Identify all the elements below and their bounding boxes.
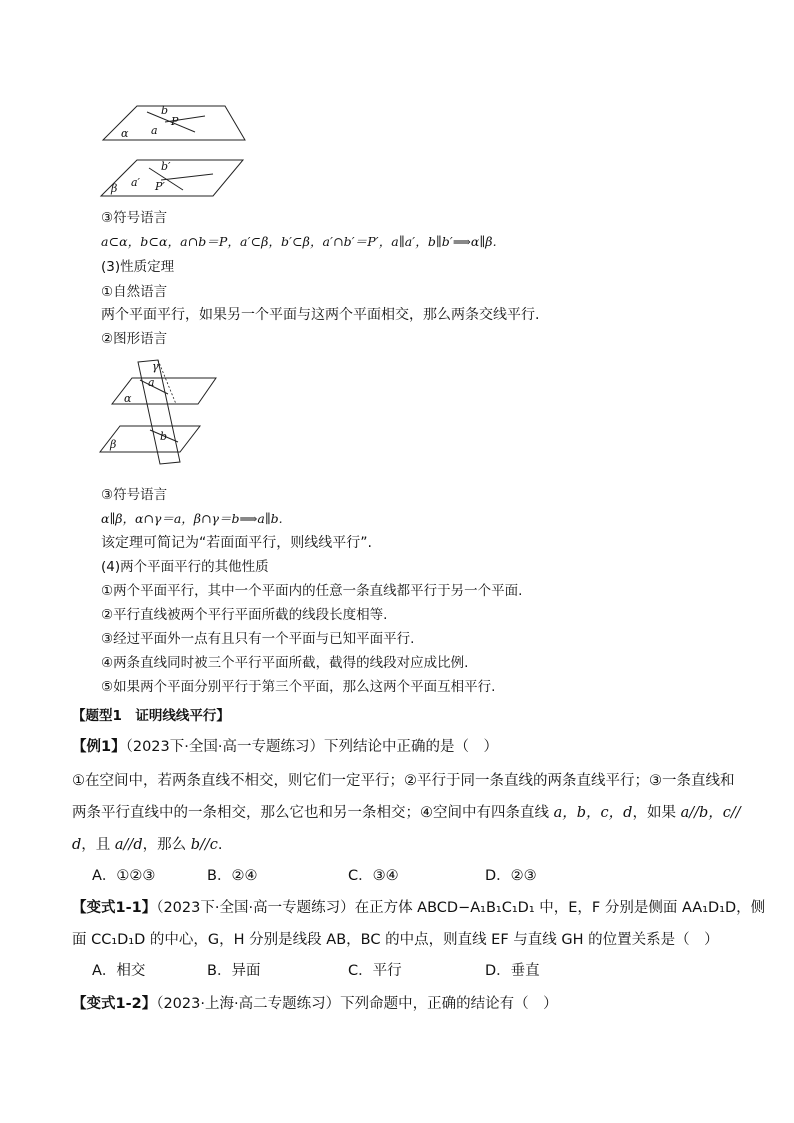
example1-a-d: a//d: [114, 837, 143, 853]
example1-line3: [72, 835, 223, 855]
label-alpha: α: [121, 127, 129, 140]
natural-language-text: 两个平面平行，如果另一个平面与这两个平面相交，那么两条交线平行.: [101, 307, 540, 323]
label-beta: β: [111, 182, 118, 195]
example1-line2-text: 两条平行直线中的一条相交，那么它也和另一条相交；④空间中有四条直线: [72, 805, 549, 821]
example1-then: ，那么: [142, 837, 187, 853]
symbol-formula-1: a⊂α，b⊂α，a∩b＝P，a′⊂β，b′⊂β，a′∩b′＝P′，a∥a′，b∥b′⟹α∥β.: [101, 234, 497, 249]
example1-and: ，且: [81, 837, 111, 853]
symbol-heading-2: ③符号语言: [101, 487, 168, 503]
graph-language-heading: ②图形语言: [101, 331, 168, 347]
theorem-summary: 该定理可简记为“若面面平行，则线线平行”.: [101, 535, 372, 551]
variant12-line: [72, 994, 558, 1014]
property-heading: (3)性质定理: [101, 259, 175, 275]
line-a-prime: [161, 174, 213, 180]
symbol-heading-1: ③符号语言: [101, 210, 168, 226]
topic-heading: 【题型1 证明线线平行】: [72, 708, 230, 724]
other-property-1: ①两个平面平行，其中一个平面内的任意一条直线都平行于另一个平面.: [101, 583, 523, 599]
label-b-2: b: [160, 430, 168, 443]
symbol-formula-2: α∥β，α∩γ＝a，β∩γ＝b⟹a∥b.: [101, 511, 283, 526]
other-property-3: ③经过平面外一点有且只有一个平面与已知平面平行.: [101, 631, 415, 647]
variant11-option-a[interactable]: A．相交: [92, 963, 146, 979]
example1-d: d: [72, 837, 82, 853]
label-b: b: [161, 104, 169, 117]
variant11-line2: 面 CC₁D₁D 的中心，G，H 分别是线段 AB，BC 的中点，则直线 EF 与直线 GH 的位置关系是（ ）: [72, 932, 719, 948]
label-gamma: γ: [152, 360, 159, 373]
label-a: a: [151, 124, 158, 137]
example1-relation: a//b，c//: [680, 805, 741, 821]
example1-source: （2023下·全国·高一专题练习）下列结论中正确的是（ ）: [125, 739, 498, 755]
natural-language-heading: ①自然语言: [101, 284, 168, 300]
example1-option-b[interactable]: B．②④: [207, 868, 258, 884]
label-a-prime: a′: [131, 176, 141, 189]
variant12-text: （2023·上海·高二专题练习）下列命题中，正确的结论有（ ）: [156, 996, 558, 1012]
variant11-option-b[interactable]: B．异面: [207, 963, 261, 979]
variant11-line1: [72, 898, 765, 918]
example1-option-c[interactable]: C．③④: [348, 868, 399, 884]
example1-tag: 【例1】: [72, 739, 126, 755]
intersecting-planes-figure: [98, 350, 218, 470]
label-alpha-2: α: [124, 392, 132, 405]
example1-vars: a，b，c，d: [553, 805, 633, 821]
variant11-option-c[interactable]: C．平行: [348, 963, 402, 979]
variant12-tag: 【变式1-2】: [72, 996, 157, 1012]
variant11-option-d[interactable]: D．垂直: [485, 963, 540, 979]
example1-if: ，如果: [632, 805, 676, 821]
example1-option-d[interactable]: D．②③: [485, 868, 537, 884]
label-P-prime: P′: [155, 180, 165, 193]
example1-line1: ①在空间中，若两条直线不相交，则它们一定平行；②平行于同一条直线的两条直线平行；③一条直线和: [72, 773, 735, 789]
parallel-planes-figure: [95, 98, 255, 208]
other-property-4: ④两条直线同时被三个平行平面所截，截得的线段对应成比例.: [101, 655, 469, 671]
example1-b-c: b//c: [190, 837, 218, 853]
label-b-prime: b′: [161, 160, 171, 173]
example1-line2: [72, 803, 741, 823]
variant11-text1: （2023下·全国·高一专题练习）在正方体 ABCD−A₁B₁C₁D₁ 中，E，F 分别是侧面 AA₁D₁D，侧: [156, 900, 766, 916]
example1-option-a[interactable]: A．①②③: [92, 868, 156, 884]
other-property-2: ②平行直线被两个平行平面所截的线段长度相等.: [101, 607, 388, 623]
other-property-5: ⑤如果两个平面分别平行于第三个平面，那么这两个平面互相平行.: [101, 679, 496, 695]
plane-gamma: [138, 360, 180, 464]
variant11-tag: 【变式1-1】: [72, 900, 157, 916]
plane-beta: [101, 160, 243, 196]
label-P: P: [171, 115, 179, 128]
other-properties-heading: (4)两个平面平行的其他性质: [101, 559, 269, 575]
example1-period: .: [217, 837, 223, 853]
label-a-2: a: [148, 376, 155, 389]
example1-stem: [72, 737, 498, 757]
hidden-edge: [158, 360, 176, 404]
label-beta-2: β: [110, 438, 117, 451]
